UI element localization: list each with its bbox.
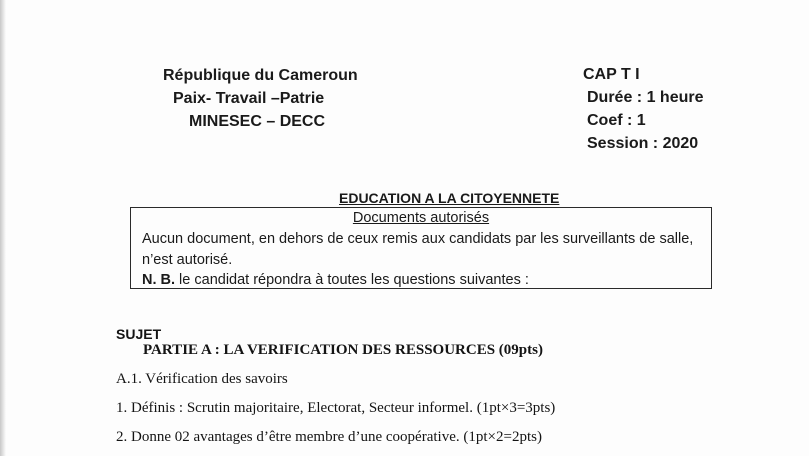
scan-edge-shadow [0, 0, 6, 456]
documents-box-line1: Aucun document, en dehors de ceux remis aux candidats par les surveillants de salle, [142, 231, 694, 247]
header-right [583, 63, 703, 155]
sujet-heading: SUJET [116, 326, 162, 342]
header-country: République du Cameroun [163, 67, 358, 84]
header-ministry: MINESEC – DECC [189, 113, 326, 130]
nb-text: le candidat répondra à toutes les questions suivantes : [175, 272, 529, 288]
header-duration: Durée : 1 heure [587, 89, 704, 106]
documents-box-line2: n’est autorisé. [142, 252, 233, 268]
documents-box [130, 207, 712, 289]
question-2: 2. Donne 02 avantages d’être membre d’une coopérative. (1pt×2=2pts) [116, 429, 542, 445]
question-1: 1. Définis : Scrutin majoritaire, Electorat, Secteur informel. (1pt×3=3pts) [116, 400, 556, 416]
documents-box-heading: Documents autorisés [352, 210, 490, 226]
partie-a-heading: PARTIE A : LA VERIFICATION DES RESSOURCES (09pts) [143, 342, 543, 358]
section-a1-heading: A.1. Vérification des savoirs [116, 371, 288, 387]
header-session: Session : 2020 [587, 135, 699, 152]
header-coefficient: Coef : 1 [587, 112, 646, 129]
header-motto: Paix- Travail –Patrie [173, 90, 325, 107]
header-left [140, 64, 390, 133]
header-exam: CAP T I [583, 66, 640, 83]
subject-title: EDUCATION A LA CITOYENNETE [339, 190, 560, 206]
nb-label: N. B. [142, 272, 176, 288]
documents-box-nb-line [142, 272, 529, 288]
